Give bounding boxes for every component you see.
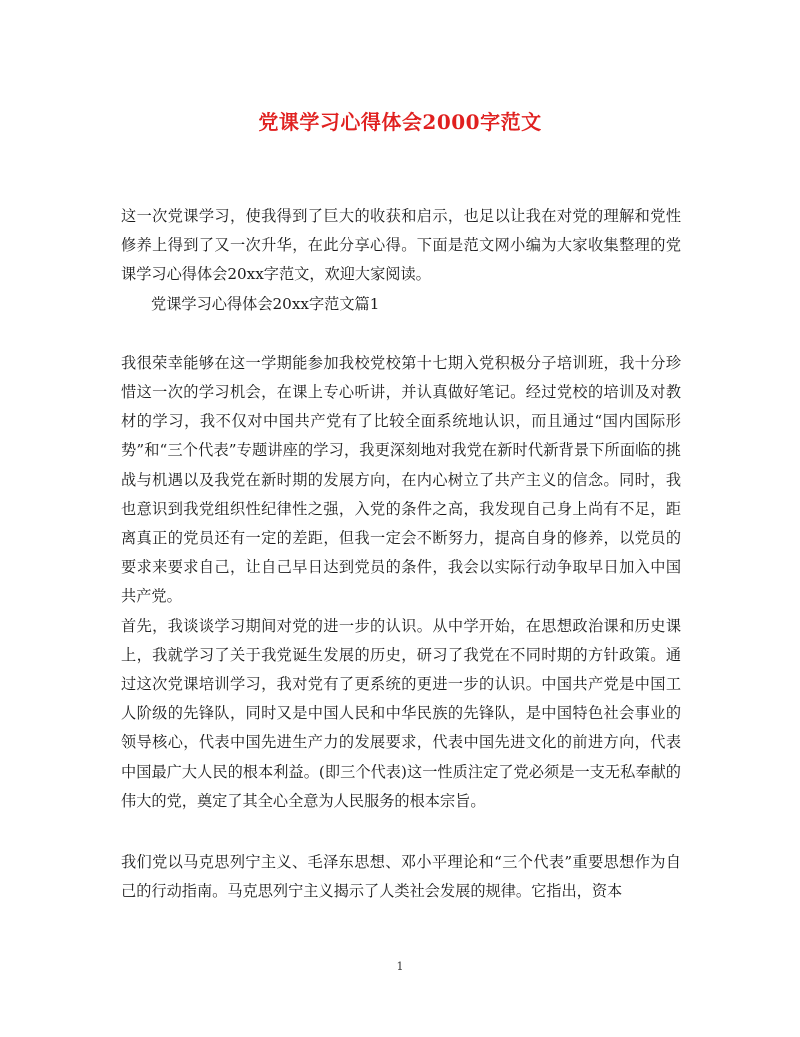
paragraph-spacer	[121, 319, 681, 349]
document-body	[121, 202, 681, 906]
page-number: 1	[396, 960, 404, 973]
body-paragraph-3: 我们党以马克思列宁主义、毛泽东思想、邓小平理论和“三个代表”重要思想作为自己的行动指南。马克思列宁主义揭示了人类社会发展的规律。它指出，资本	[121, 853, 681, 901]
section-heading: 党课学习心得体会20xx字范文篇1	[151, 294, 380, 313]
page-title: 党课学习心得体会2000字范文	[258, 110, 542, 134]
paragraph-spacer	[121, 816, 681, 848]
intro-paragraph: 这一次党课学习，使我得到了巨大的收获和启示，也足以让我在对党的理解和党性修养上得到了又一次升华，在此分享心得。下面是范文网小编为大家收集整理的党课学习心得体会20xx字范文，欢迎大家阅读。	[121, 207, 681, 284]
body-paragraph-1: 我很荣幸能够在这一学期能参加我校党校第十七期入党积极分子培训班，我十分珍惜这一次的学习机会，在课上专心听讲，并认真做好笔记。经过党校的培训及对教材的学习，我不仅对中国共产党有了比较全面系统地认识，而且通过“国内国际形势”和“三个代表”专题讲座的学习，我更深刻地对我党在新时代新背景下所面临的挑战与机遇以及我党在新时期的发展方向，在内心树立了共产主义的信念。同时，我也意识到我党组织性纪律性之强，入党的条件之高，我发现自己身上尚有不足，距离真正的党员还有一定的差距，但我一定会不断努力，提高自身的修养，以党员的要求来要求自己，让自己早日达到党员的条件，我会以实际行动争取早日加入中国共产党。	[121, 353, 681, 606]
body-paragraph-2: 首先，我谈谈学习期间对党的进一步的认识。从中学开始，在思想政治课和历史课上，我就学习了关于我党诞生发展的历史，研习了我党在不同时期的方针政策。通过这次党课培训学习，我对党有了更系统的更进一步的认识。中国共产党是中国工人阶级的先锋队，同时又是中国人民和中华民族的先锋队，是中国特色社会事业的领导核心，代表中国先进生产力的发展要求，代表中国先进文化的前进方向，代表中国最广大人民的根本利益。(即三个代表)这一性质注定了党必须是一支无私奉献的伟大的党，奠定了其全心全意为人民服务的根本宗旨。	[121, 616, 681, 810]
